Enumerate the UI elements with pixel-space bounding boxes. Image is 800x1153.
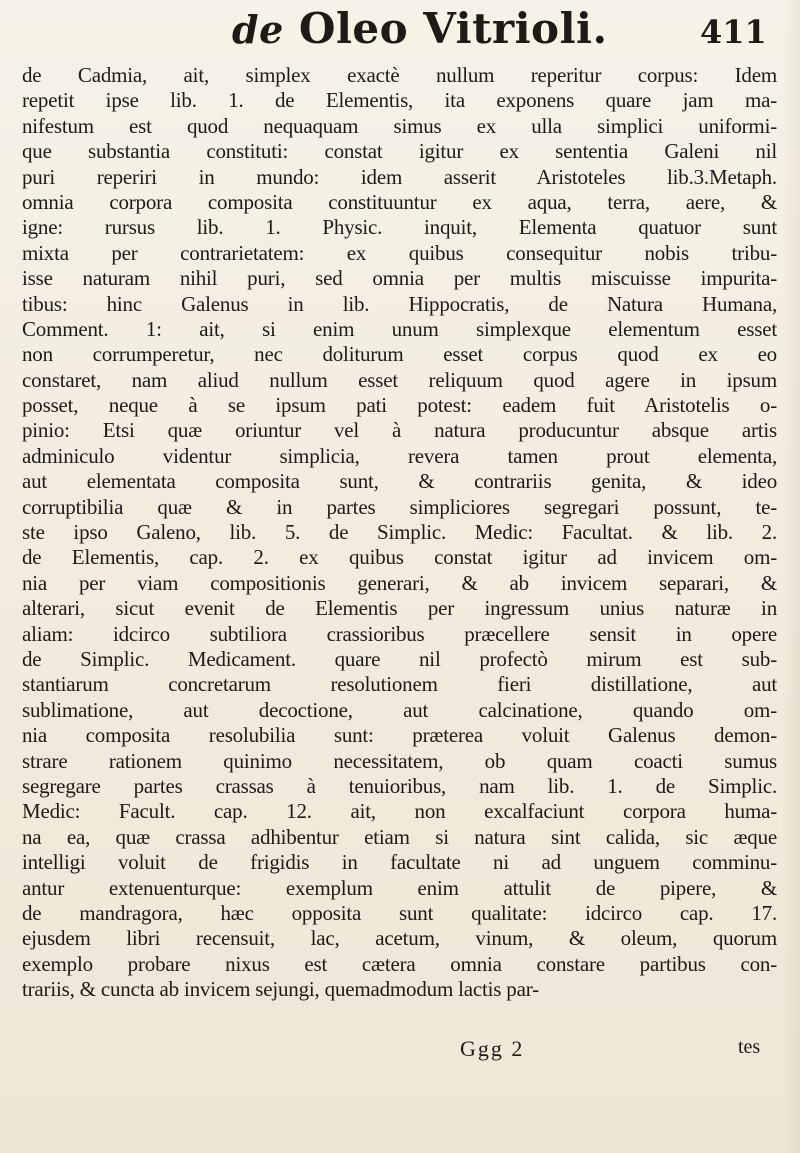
text-line-17: aut elementata composita sunt, & contrariis genita, & ideo: [22, 469, 777, 494]
text-line-14: posset, neque à se ipsum pati potest: eadem fuit Aristotelis o-: [22, 393, 777, 418]
text-line-30: Medic: Facult. cap. 12. ait, non excalfaciunt corpora huma-: [22, 799, 777, 824]
running-title-main: Oleo Vitrioli.: [298, 4, 608, 53]
catchword: tes: [738, 1036, 761, 1058]
text-line-19: ste ipso Galeno, lib. 5. de Simplic. Medic: Facultat. & lib. 2.: [22, 520, 777, 545]
text-line-6: omnia corpora composita constituuntur ex aqua, terra, aere, &: [22, 189, 777, 214]
page-header: [0, 6, 800, 54]
page-footer: [0, 1036, 800, 1076]
text-line-7: igne: rursus lib. 1. Physic. inquit, Elementa quatuor sunt: [22, 215, 777, 240]
running-title: [232, 4, 608, 53]
text-line-33: antur extenuenturque: exemplum enim attulit de pipere, &: [22, 875, 777, 900]
text-line-10: tibus: hinc Galenus in lib. Hippocratis, de Natura Humana,: [22, 291, 777, 316]
text-line-11: Comment. 1: ait, si enim unum simplexque elementum esset: [22, 316, 777, 341]
text-line-25: stantiarum concretarum resolutionem fieri distillatione, aut: [22, 672, 777, 697]
text-line-37: trariis, & cuncta ab invicem sejungi, quemadmodum lactis par-: [22, 977, 539, 1002]
text-line-27: nia composita resolubilia sunt: præterea voluit Galenus demon-: [22, 723, 777, 748]
text-line-28: strare rationem quinimo necessitatem, ob quam coacti sumus: [22, 748, 777, 773]
text-line-1: de Cadmia, ait, simplex exactè nullum reperitur corpus: Idem: [22, 63, 777, 87]
signature-mark: Ggg 2: [460, 1036, 525, 1061]
text-line-21: nia per viam compositionis generari, & ab invicem separari, &: [22, 570, 777, 595]
text-line-2: repetit ipse lib. 1. de Elementis, ita exponens quare jam ma-: [22, 88, 777, 113]
text-line-34: de mandragora, hæc opposita sunt qualitate: idcirco cap. 17.: [22, 900, 777, 925]
text-line-32: intelligi voluit de frigidis in facultate ni ad unguem comminu-: [22, 850, 777, 875]
text-line-24: de Simplic. Medicament. quare nil profectò mirum est sub-: [22, 646, 777, 671]
text-line-5: puri reperiri in mundo: idem asserit Aristoteles lib.3.Metaph.: [22, 164, 777, 189]
running-title-prefix: de: [232, 7, 284, 52]
page-number: 411: [700, 13, 767, 51]
text-line-13: constaret, nam aliud nullum esset reliquum quod agere in ipsum: [22, 367, 777, 392]
text-line-16: adminiculo videntur simplicia, revera tamen prout elementa,: [22, 443, 777, 468]
text-line-23: aliam: idcirco subtiliora crassioribus præcellere sensit in opere: [22, 621, 777, 646]
page-edge-shadow: [782, 0, 800, 1153]
text-line-35: ejusdem libri recensuit, lac, acetum, vinum, & oleum, quorum: [22, 926, 777, 951]
text-line-29: segregare partes crassas à tenuioribus, nam lib. 1. de Simplic.: [22, 773, 777, 798]
text-line-20: de Elementis, cap. 2. ex quibus constat igitur ad invicem om-: [22, 545, 777, 570]
text-line-26: sublimatione, aut decoctione, aut calcinatione, quando om-: [22, 697, 777, 722]
text-line-9: isse naturam nihil puri, sed omnia per multis miscuisse impurita-: [22, 266, 777, 291]
text-line-22: alterari, sicut evenit de Elementis per ingressum unius naturæ in: [22, 596, 777, 621]
text-line-12: non corrumperetur, nec doliturum esset corpus quod ex eo: [22, 342, 777, 367]
text-line-15: pinio: Etsi quæ oriuntur vel à natura producuntur absque artis: [22, 418, 777, 443]
body-text: [22, 63, 777, 1002]
text-line-4: que substantia constituti: constat igitur ex sententia Galeni nil: [22, 139, 777, 164]
text-line-8: mixta per contrarietatem: ex quibus consequitur nobis tribu-: [22, 240, 777, 265]
text-line-3: nifestum est quod nequaquam simus ex ulla simplici uniformi-: [22, 113, 777, 138]
text-line-36: exemplo probare nixus est cætera omnia constare partibus con-: [22, 951, 777, 976]
text-line-31: na ea, quæ crassa adhibentur etiam si natura sint calida, sic æque: [22, 824, 777, 849]
text-line-18: corruptibilia quæ & in partes simpliciores segregari possunt, te-: [22, 494, 777, 519]
